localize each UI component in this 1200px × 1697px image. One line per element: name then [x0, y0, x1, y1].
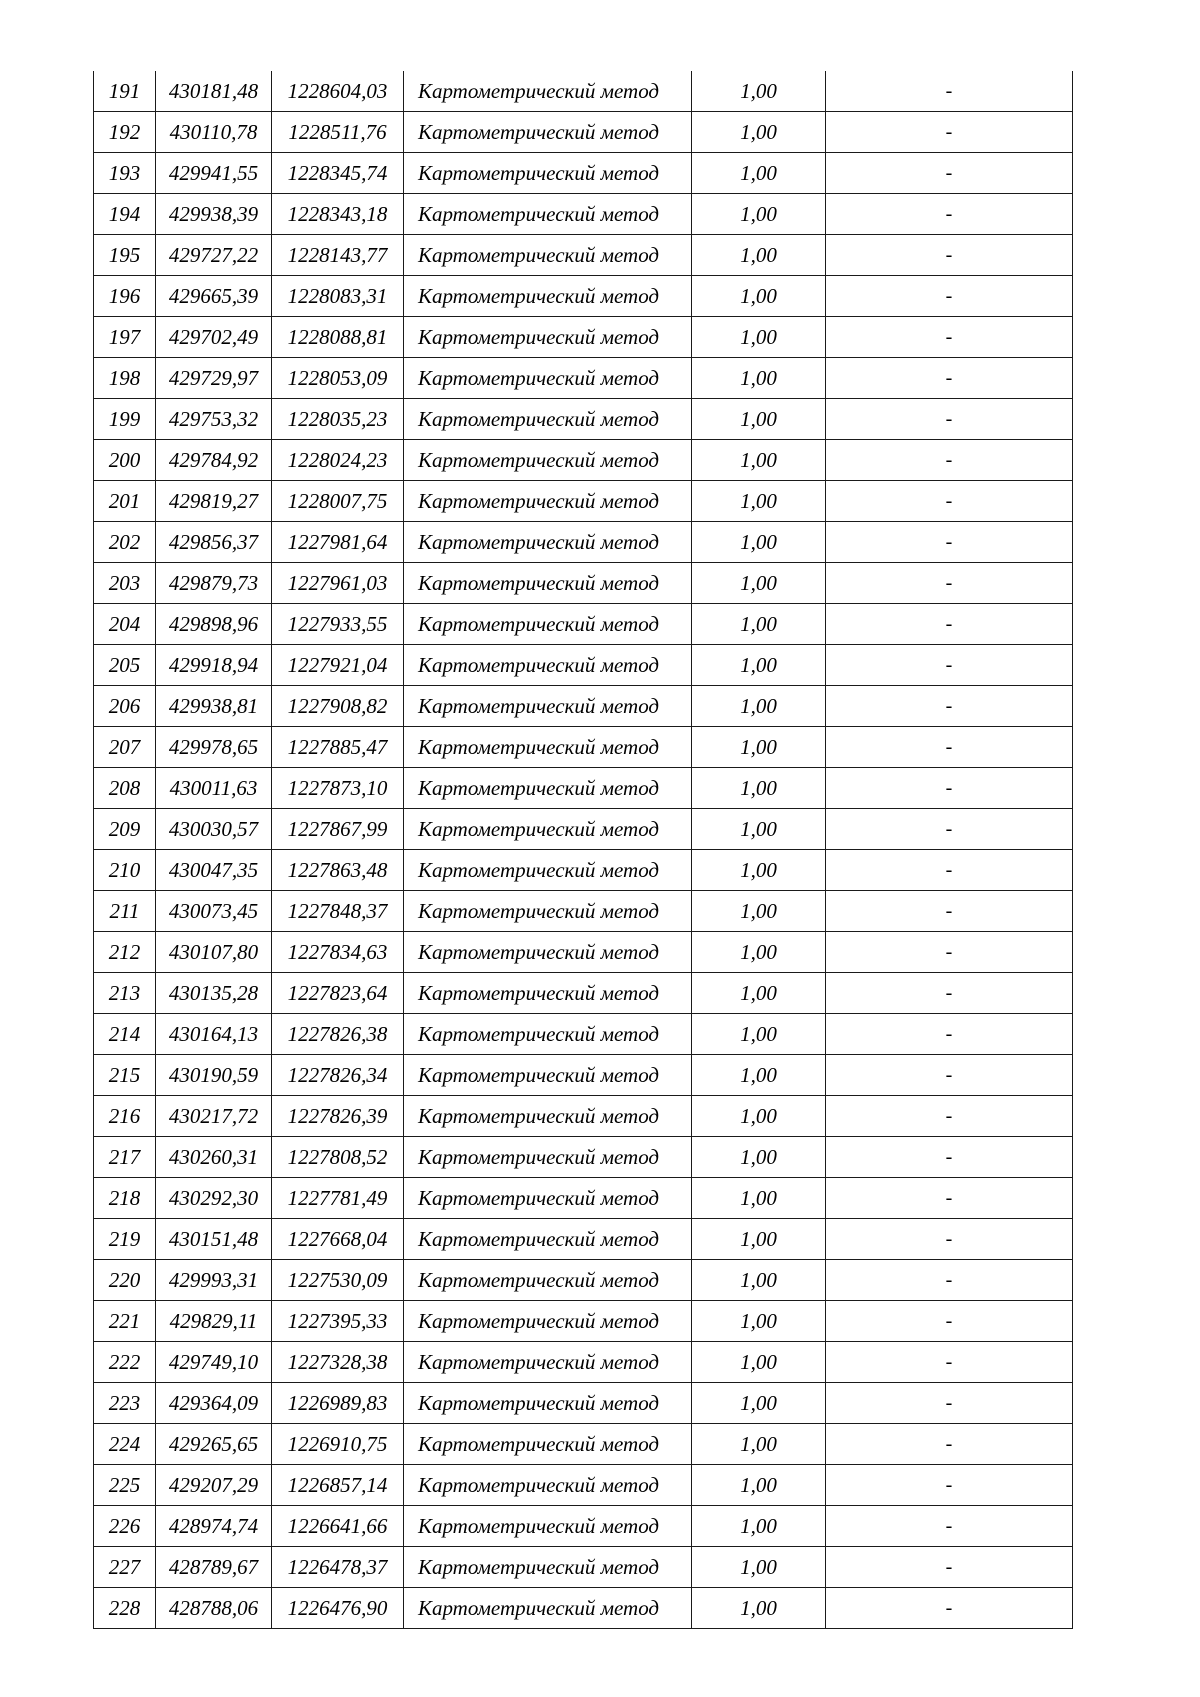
x-coordinate-cell: 429829,11 [156, 1301, 272, 1342]
table-row [94, 727, 1073, 768]
note-cell: - [826, 1055, 1073, 1096]
y-coordinate-cell: 1227781,49 [272, 1178, 404, 1219]
point-number-cell: 226 [94, 1506, 156, 1547]
x-coordinate-cell: 430047,35 [156, 850, 272, 891]
table-row [94, 768, 1073, 809]
y-coordinate-cell: 1228024,23 [272, 440, 404, 481]
accuracy-cell: 1,00 [692, 686, 826, 727]
table-row [94, 440, 1073, 481]
y-coordinate-cell: 1226910,75 [272, 1424, 404, 1465]
table-row [94, 1260, 1073, 1301]
table-row [94, 1219, 1073, 1260]
table-row [94, 563, 1073, 604]
note-cell: - [826, 399, 1073, 440]
note-cell: - [826, 1424, 1073, 1465]
y-coordinate-cell: 1227933,55 [272, 604, 404, 645]
point-number-cell: 228 [94, 1588, 156, 1629]
method-cell: Картометрический метод [404, 1506, 692, 1547]
point-number-cell: 195 [94, 235, 156, 276]
y-coordinate-cell: 1227981,64 [272, 522, 404, 563]
table-row [94, 1547, 1073, 1588]
point-number-cell: 214 [94, 1014, 156, 1055]
table-row [94, 1301, 1073, 1342]
table-row [94, 1383, 1073, 1424]
accuracy-cell: 1,00 [692, 522, 826, 563]
x-coordinate-cell: 429856,37 [156, 522, 272, 563]
point-number-cell: 196 [94, 276, 156, 317]
y-coordinate-cell: 1228035,23 [272, 399, 404, 440]
accuracy-cell: 1,00 [692, 891, 826, 932]
note-cell: - [826, 317, 1073, 358]
note-cell: - [826, 1588, 1073, 1629]
method-cell: Картометрический метод [404, 1014, 692, 1055]
accuracy-cell: 1,00 [692, 1219, 826, 1260]
x-coordinate-cell: 430151,48 [156, 1219, 272, 1260]
x-coordinate-cell: 430292,30 [156, 1178, 272, 1219]
method-cell: Картометрический метод [404, 112, 692, 153]
method-cell: Картометрический метод [404, 522, 692, 563]
accuracy-cell: 1,00 [692, 276, 826, 317]
accuracy-cell: 1,00 [692, 71, 826, 112]
y-coordinate-cell: 1228143,77 [272, 235, 404, 276]
y-coordinate-cell: 1227668,04 [272, 1219, 404, 1260]
point-number-cell: 211 [94, 891, 156, 932]
note-cell: - [826, 1301, 1073, 1342]
note-cell: - [826, 973, 1073, 1014]
table-row [94, 850, 1073, 891]
point-number-cell: 203 [94, 563, 156, 604]
table-row [94, 809, 1073, 850]
point-number-cell: 192 [94, 112, 156, 153]
method-cell: Картометрический метод [404, 932, 692, 973]
note-cell: - [826, 1014, 1073, 1055]
accuracy-cell: 1,00 [692, 1014, 826, 1055]
method-cell: Картометрический метод [404, 1055, 692, 1096]
method-cell: Картометрический метод [404, 727, 692, 768]
table-row [94, 317, 1073, 358]
accuracy-cell: 1,00 [692, 1588, 826, 1629]
note-cell: - [826, 1465, 1073, 1506]
x-coordinate-cell: 429941,55 [156, 153, 272, 194]
table-row [94, 1137, 1073, 1178]
method-cell: Картометрический метод [404, 1547, 692, 1588]
point-number-cell: 224 [94, 1424, 156, 1465]
method-cell: Картометрический метод [404, 891, 692, 932]
accuracy-cell: 1,00 [692, 727, 826, 768]
point-number-cell: 191 [94, 71, 156, 112]
x-coordinate-cell: 429879,73 [156, 563, 272, 604]
method-cell: Картометрический метод [404, 645, 692, 686]
y-coordinate-cell: 1227826,38 [272, 1014, 404, 1055]
accuracy-cell: 1,00 [692, 1342, 826, 1383]
accuracy-cell: 1,00 [692, 194, 826, 235]
table-row [94, 481, 1073, 522]
accuracy-cell: 1,00 [692, 1178, 826, 1219]
note-cell: - [826, 686, 1073, 727]
method-cell: Картометрический метод [404, 1137, 692, 1178]
point-number-cell: 198 [94, 358, 156, 399]
note-cell: - [826, 194, 1073, 235]
table-row [94, 686, 1073, 727]
table-row [94, 1506, 1073, 1547]
accuracy-cell: 1,00 [692, 1055, 826, 1096]
note-cell: - [826, 1260, 1073, 1301]
accuracy-cell: 1,00 [692, 1137, 826, 1178]
y-coordinate-cell: 1226641,66 [272, 1506, 404, 1547]
table-row [94, 1424, 1073, 1465]
accuracy-cell: 1,00 [692, 440, 826, 481]
table-row [94, 153, 1073, 194]
y-coordinate-cell: 1228007,75 [272, 481, 404, 522]
y-coordinate-cell: 1226476,90 [272, 1588, 404, 1629]
accuracy-cell: 1,00 [692, 1547, 826, 1588]
note-cell: - [826, 645, 1073, 686]
point-number-cell: 220 [94, 1260, 156, 1301]
y-coordinate-cell: 1226478,37 [272, 1547, 404, 1588]
method-cell: Картометрический метод [404, 440, 692, 481]
accuracy-cell: 1,00 [692, 1301, 826, 1342]
point-number-cell: 199 [94, 399, 156, 440]
method-cell: Картометрический метод [404, 1096, 692, 1137]
point-number-cell: 223 [94, 1383, 156, 1424]
point-number-cell: 212 [94, 932, 156, 973]
note-cell: - [826, 809, 1073, 850]
coordinates-table-body [94, 71, 1073, 1629]
method-cell: Картометрический метод [404, 768, 692, 809]
method-cell: Картометрический метод [404, 973, 692, 1014]
y-coordinate-cell: 1228604,03 [272, 71, 404, 112]
accuracy-cell: 1,00 [692, 850, 826, 891]
note-cell: - [826, 235, 1073, 276]
method-cell: Картометрический метод [404, 71, 692, 112]
note-cell: - [826, 768, 1073, 809]
method-cell: Картометрический метод [404, 809, 692, 850]
method-cell: Картометрический метод [404, 358, 692, 399]
method-cell: Картометрический метод [404, 481, 692, 522]
point-number-cell: 210 [94, 850, 156, 891]
accuracy-cell: 1,00 [692, 973, 826, 1014]
y-coordinate-cell: 1227808,52 [272, 1137, 404, 1178]
accuracy-cell: 1,00 [692, 399, 826, 440]
method-cell: Картометрический метод [404, 1383, 692, 1424]
table-row [94, 71, 1073, 112]
table-row [94, 112, 1073, 153]
point-number-cell: 206 [94, 686, 156, 727]
table-row [94, 1014, 1073, 1055]
y-coordinate-cell: 1227921,04 [272, 645, 404, 686]
point-number-cell: 201 [94, 481, 156, 522]
method-cell: Картометрический метод [404, 276, 692, 317]
method-cell: Картометрический метод [404, 235, 692, 276]
point-number-cell: 204 [94, 604, 156, 645]
note-cell: - [826, 112, 1073, 153]
y-coordinate-cell: 1227823,64 [272, 973, 404, 1014]
x-coordinate-cell: 430073,45 [156, 891, 272, 932]
accuracy-cell: 1,00 [692, 604, 826, 645]
table-row [94, 235, 1073, 276]
table-row [94, 973, 1073, 1014]
x-coordinate-cell: 429729,97 [156, 358, 272, 399]
method-cell: Картометрический метод [404, 563, 692, 604]
x-coordinate-cell: 429938,81 [156, 686, 272, 727]
point-number-cell: 221 [94, 1301, 156, 1342]
y-coordinate-cell: 1226989,83 [272, 1383, 404, 1424]
x-coordinate-cell: 429665,39 [156, 276, 272, 317]
y-coordinate-cell: 1227328,38 [272, 1342, 404, 1383]
method-cell: Картометрический метод [404, 1301, 692, 1342]
table-row [94, 1055, 1073, 1096]
note-cell: - [826, 727, 1073, 768]
x-coordinate-cell: 429938,39 [156, 194, 272, 235]
y-coordinate-cell: 1227848,37 [272, 891, 404, 932]
x-coordinate-cell: 429364,09 [156, 1383, 272, 1424]
y-coordinate-cell: 1227873,10 [272, 768, 404, 809]
accuracy-cell: 1,00 [692, 481, 826, 522]
accuracy-cell: 1,00 [692, 768, 826, 809]
point-number-cell: 208 [94, 768, 156, 809]
accuracy-cell: 1,00 [692, 932, 826, 973]
note-cell: - [826, 522, 1073, 563]
y-coordinate-cell: 1228345,74 [272, 153, 404, 194]
point-number-cell: 225 [94, 1465, 156, 1506]
method-cell: Картометрический метод [404, 1465, 692, 1506]
note-cell: - [826, 932, 1073, 973]
x-coordinate-cell: 430260,31 [156, 1137, 272, 1178]
x-coordinate-cell: 429784,92 [156, 440, 272, 481]
point-number-cell: 218 [94, 1178, 156, 1219]
y-coordinate-cell: 1227834,63 [272, 932, 404, 973]
note-cell: - [826, 563, 1073, 604]
method-cell: Картометрический метод [404, 194, 692, 235]
note-cell: - [826, 1219, 1073, 1260]
method-cell: Картометрический метод [404, 1588, 692, 1629]
note-cell: - [826, 1342, 1073, 1383]
point-number-cell: 194 [94, 194, 156, 235]
y-coordinate-cell: 1227826,39 [272, 1096, 404, 1137]
y-coordinate-cell: 1228511,76 [272, 112, 404, 153]
x-coordinate-cell: 429993,31 [156, 1260, 272, 1301]
y-coordinate-cell: 1228053,09 [272, 358, 404, 399]
table-row [94, 932, 1073, 973]
x-coordinate-cell: 430190,59 [156, 1055, 272, 1096]
note-cell: - [826, 1178, 1073, 1219]
point-number-cell: 207 [94, 727, 156, 768]
accuracy-cell: 1,00 [692, 1096, 826, 1137]
x-coordinate-cell: 429753,32 [156, 399, 272, 440]
point-number-cell: 200 [94, 440, 156, 481]
note-cell: - [826, 850, 1073, 891]
x-coordinate-cell: 429749,10 [156, 1342, 272, 1383]
note-cell: - [826, 1506, 1073, 1547]
note-cell: - [826, 891, 1073, 932]
y-coordinate-cell: 1227885,47 [272, 727, 404, 768]
accuracy-cell: 1,00 [692, 1424, 826, 1465]
y-coordinate-cell: 1227867,99 [272, 809, 404, 850]
x-coordinate-cell: 428974,74 [156, 1506, 272, 1547]
method-cell: Картометрический метод [404, 604, 692, 645]
x-coordinate-cell: 430030,57 [156, 809, 272, 850]
x-coordinate-cell: 429918,94 [156, 645, 272, 686]
accuracy-cell: 1,00 [692, 809, 826, 850]
x-coordinate-cell: 429265,65 [156, 1424, 272, 1465]
x-coordinate-cell: 428789,67 [156, 1547, 272, 1588]
accuracy-cell: 1,00 [692, 235, 826, 276]
note-cell: - [826, 71, 1073, 112]
note-cell: - [826, 1096, 1073, 1137]
y-coordinate-cell: 1227826,34 [272, 1055, 404, 1096]
point-number-cell: 215 [94, 1055, 156, 1096]
point-number-cell: 209 [94, 809, 156, 850]
table-row [94, 522, 1073, 563]
x-coordinate-cell: 430135,28 [156, 973, 272, 1014]
note-cell: - [826, 153, 1073, 194]
note-cell: - [826, 1137, 1073, 1178]
note-cell: - [826, 1547, 1073, 1588]
method-cell: Картометрический метод [404, 1260, 692, 1301]
point-number-cell: 227 [94, 1547, 156, 1588]
method-cell: Картометрический метод [404, 153, 692, 194]
method-cell: Картометрический метод [404, 850, 692, 891]
y-coordinate-cell: 1228083,31 [272, 276, 404, 317]
point-number-cell: 197 [94, 317, 156, 358]
y-coordinate-cell: 1227530,09 [272, 1260, 404, 1301]
accuracy-cell: 1,00 [692, 563, 826, 604]
table-row [94, 604, 1073, 645]
point-number-cell: 222 [94, 1342, 156, 1383]
note-cell: - [826, 1383, 1073, 1424]
x-coordinate-cell: 429207,29 [156, 1465, 272, 1506]
table-row [94, 891, 1073, 932]
table-row [94, 399, 1073, 440]
x-coordinate-cell: 430217,72 [156, 1096, 272, 1137]
x-coordinate-cell: 430107,80 [156, 932, 272, 973]
accuracy-cell: 1,00 [692, 153, 826, 194]
point-number-cell: 202 [94, 522, 156, 563]
x-coordinate-cell: 430181,48 [156, 71, 272, 112]
x-coordinate-cell: 429819,27 [156, 481, 272, 522]
method-cell: Картометрический метод [404, 317, 692, 358]
point-number-cell: 216 [94, 1096, 156, 1137]
method-cell: Картометрический метод [404, 399, 692, 440]
accuracy-cell: 1,00 [692, 1506, 826, 1547]
point-number-cell: 205 [94, 645, 156, 686]
accuracy-cell: 1,00 [692, 112, 826, 153]
method-cell: Картометрический метод [404, 1342, 692, 1383]
note-cell: - [826, 481, 1073, 522]
accuracy-cell: 1,00 [692, 1383, 826, 1424]
x-coordinate-cell: 429727,22 [156, 235, 272, 276]
note-cell: - [826, 604, 1073, 645]
x-coordinate-cell: 430011,63 [156, 768, 272, 809]
y-coordinate-cell: 1227908,82 [272, 686, 404, 727]
table-row [94, 645, 1073, 686]
note-cell: - [826, 276, 1073, 317]
coordinates-table [93, 71, 1073, 1629]
accuracy-cell: 1,00 [692, 317, 826, 358]
method-cell: Картометрический метод [404, 1178, 692, 1219]
accuracy-cell: 1,00 [692, 358, 826, 399]
y-coordinate-cell: 1227961,03 [272, 563, 404, 604]
y-coordinate-cell: 1227863,48 [272, 850, 404, 891]
table-row [94, 276, 1073, 317]
x-coordinate-cell: 429978,65 [156, 727, 272, 768]
method-cell: Картометрический метод [404, 686, 692, 727]
y-coordinate-cell: 1228343,18 [272, 194, 404, 235]
accuracy-cell: 1,00 [692, 1260, 826, 1301]
x-coordinate-cell: 430110,78 [156, 112, 272, 153]
table-row [94, 1342, 1073, 1383]
x-coordinate-cell: 428788,06 [156, 1588, 272, 1629]
x-coordinate-cell: 429702,49 [156, 317, 272, 358]
note-cell: - [826, 440, 1073, 481]
y-coordinate-cell: 1226857,14 [272, 1465, 404, 1506]
table-row [94, 194, 1073, 235]
table-row [94, 1588, 1073, 1629]
x-coordinate-cell: 429898,96 [156, 604, 272, 645]
note-cell: - [826, 358, 1073, 399]
method-cell: Картометрический метод [404, 1424, 692, 1465]
y-coordinate-cell: 1227395,33 [272, 1301, 404, 1342]
table-row [94, 358, 1073, 399]
accuracy-cell: 1,00 [692, 1465, 826, 1506]
method-cell: Картометрический метод [404, 1219, 692, 1260]
table-row [94, 1096, 1073, 1137]
point-number-cell: 213 [94, 973, 156, 1014]
y-coordinate-cell: 1228088,81 [272, 317, 404, 358]
point-number-cell: 193 [94, 153, 156, 194]
point-number-cell: 219 [94, 1219, 156, 1260]
table-row [94, 1178, 1073, 1219]
x-coordinate-cell: 430164,13 [156, 1014, 272, 1055]
point-number-cell: 217 [94, 1137, 156, 1178]
table-row [94, 1465, 1073, 1506]
accuracy-cell: 1,00 [692, 645, 826, 686]
